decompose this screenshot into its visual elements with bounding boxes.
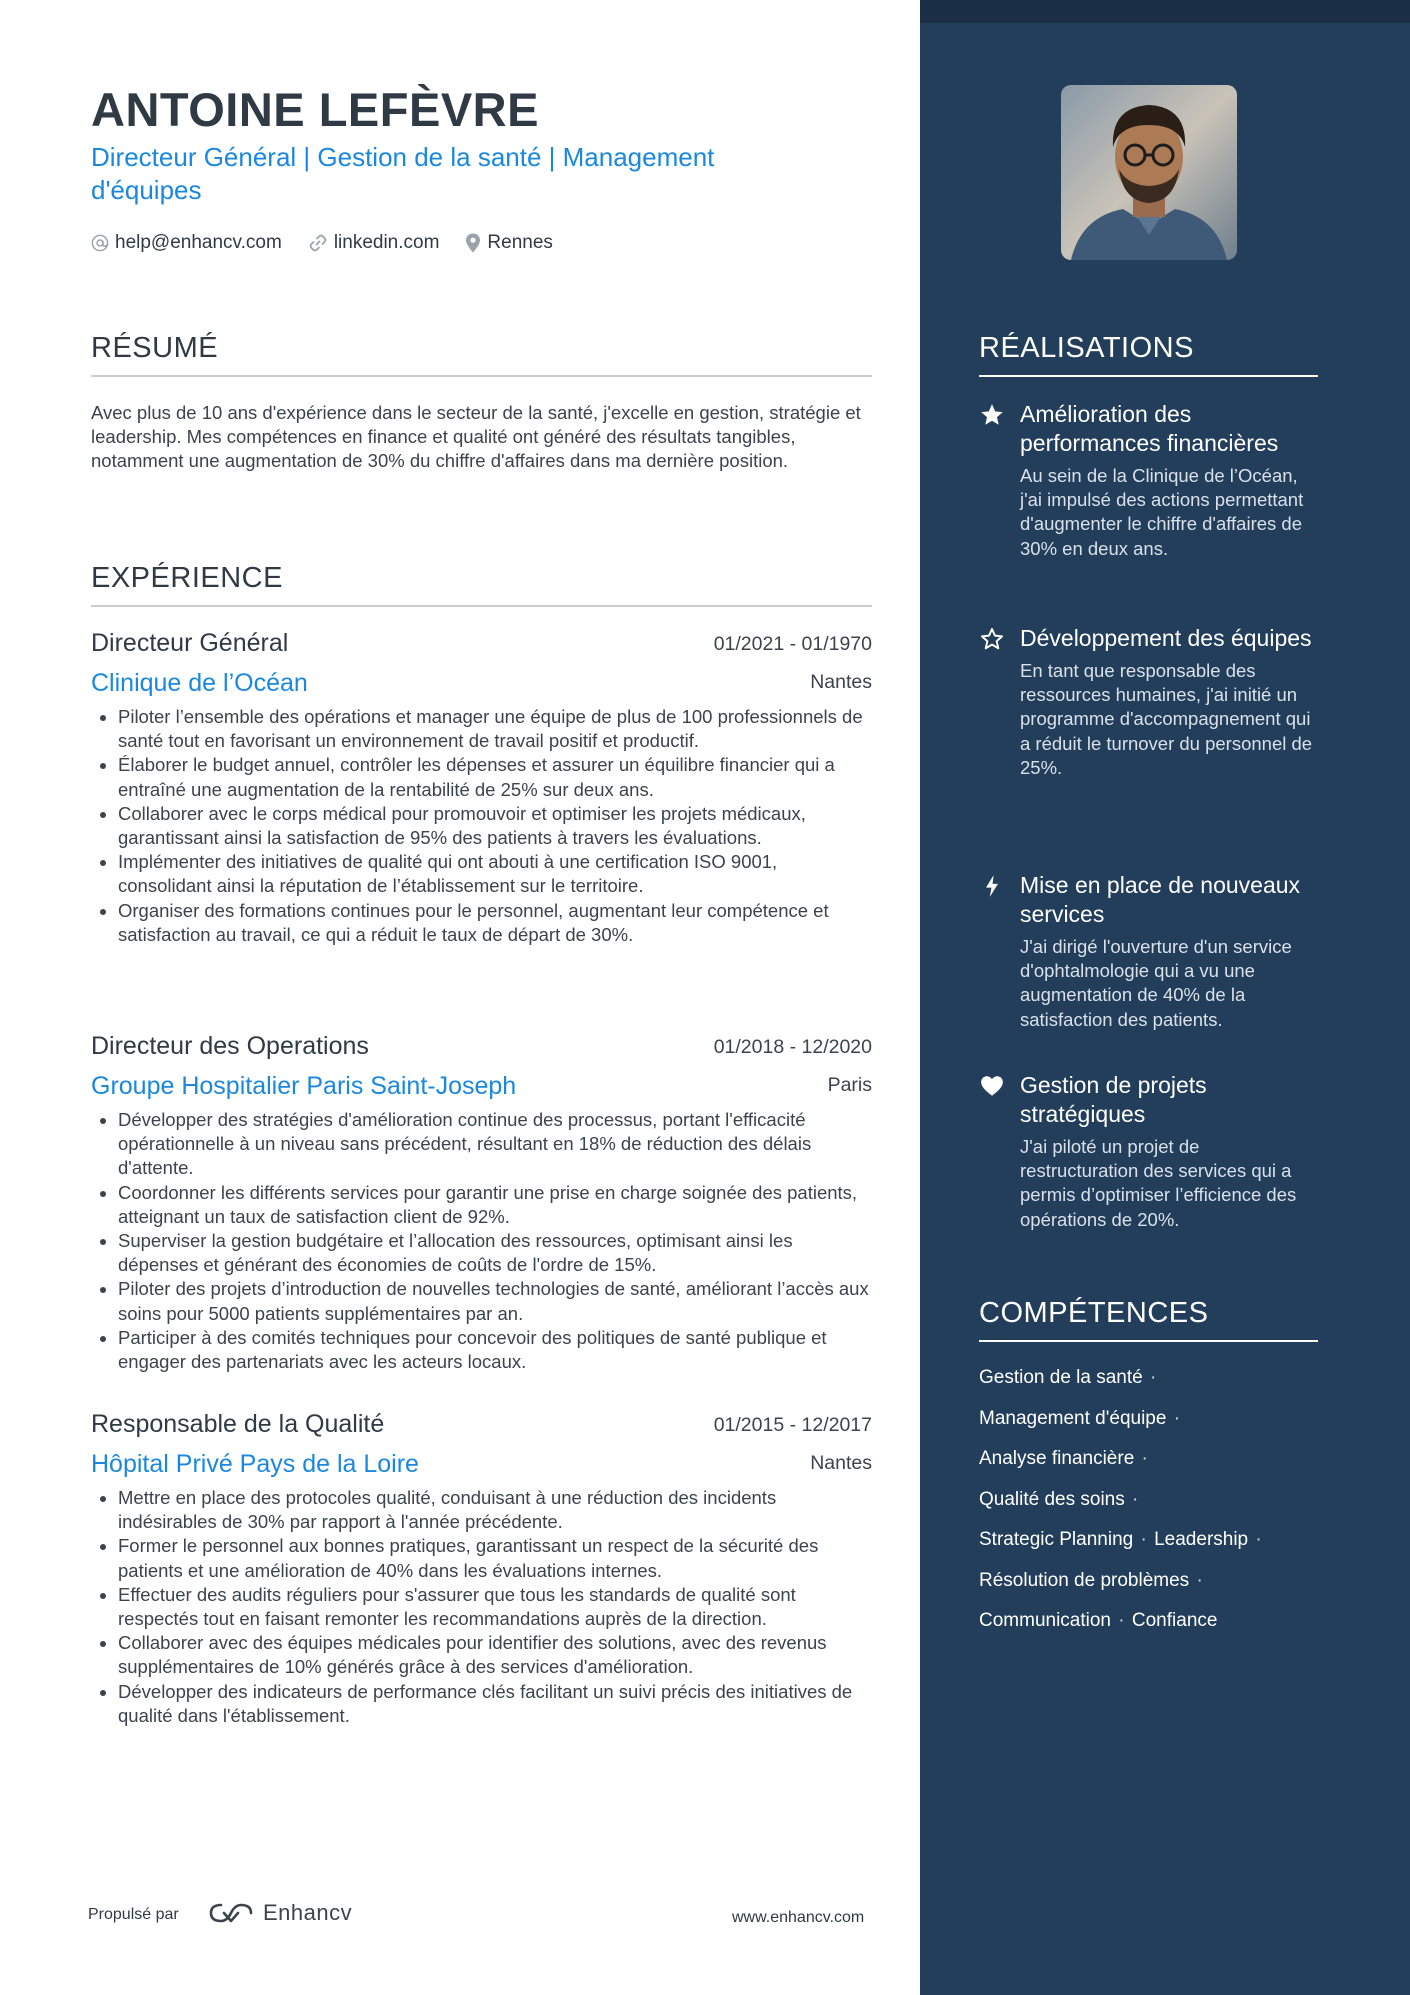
job-company: Hôpital Privé Pays de la Loire — [91, 1450, 419, 1478]
skill-row: Résolution de problèmes · — [979, 1569, 1203, 1591]
achievement-description: En tant que responsable des ressources humaines, j'ai initié un programme d'accompagnement qui a réduit le turnover du personnel de 25%. — [1020, 660, 1313, 778]
job-bullet: • Piloter des projets d’introduction de nouvelles technologies de santé, améliorant l’accès aux soins pour 5000 patients supplémentaires par an. — [118, 1277, 872, 1325]
skill-row: Strategic Planning · Leadership · — [979, 1529, 1262, 1550]
summary-text: Avec plus de 10 ans d'expérience dans le secteur de la santé, j'excelle en gestion, stratégie et leadership. Mes compétences en finance et qualité ont généré des résultats tangibles, notamment une augmentation de 30% du chiffre d'affaires dans ma dernière position. — [91, 402, 861, 472]
email-text: help@enhancv.com — [115, 232, 282, 253]
experience-section-title: EXPÉRIENCE — [91, 562, 872, 607]
achievement-description: Au sein de la Clinique de l’Océan, j'ai impulsé des actions permettant d'augmenter le chiffre d'affaires de 30% en deux ans. — [1020, 465, 1304, 559]
job-bullet: • Implémenter des initiatives de qualité qui ont abouti à une certification ISO 9001, consolidant ainsi la réputation de l’établissement sur le territoire. — [118, 850, 872, 898]
enhancv-logo-icon — [207, 1900, 255, 1926]
star-filled-icon — [979, 402, 1005, 428]
job-entry — [91, 1410, 872, 1728]
achievement-item — [979, 1071, 1329, 1232]
job-location: Nantes — [810, 1452, 872, 1474]
job-bullet: • Mettre en place des protocoles qualité, conduisant à une réduction des incidents indésirables de 30% par rapport à l'année précédente. — [118, 1486, 872, 1534]
job-bullet: • Développer des stratégies d'amélioration continue des processus, portant l'efficacité opérationnelle à un niveau sans précédent, résultant en 18% de réduction des délais d'attente. — [118, 1108, 872, 1181]
linkedin-text: linkedin.com — [333, 232, 440, 253]
skill-row: Qualité des soins · — [979, 1488, 1139, 1510]
location-pin-icon — [465, 233, 481, 253]
skill-tag: Gestion de la santé — [979, 1367, 1143, 1388]
skill-row: Gestion de la santé · — [979, 1367, 1157, 1388]
at-icon — [91, 234, 109, 252]
job-bullet: • Participer à des comités techniques pour concevoir des politiques de santé publique et engager des partenariats avec les acteurs locaux. — [118, 1326, 872, 1374]
skill-tag: Confiance — [1131, 1610, 1218, 1631]
job-entry — [91, 629, 872, 947]
achievement-item — [979, 400, 1329, 561]
achievement-title: Mise en place de nouveaux services — [1020, 872, 1301, 927]
job-bullet: • Piloter l’ensemble des opérations et manager une équipe de plus de 100 professionnels de santé tout en favorisant un environnement de travail positif et productif. — [118, 705, 872, 753]
footer-url[interactable]: www.enhancv.com — [732, 1909, 865, 1926]
skills-list — [979, 1364, 1319, 1648]
skill-tag: Résolution de problèmes — [979, 1569, 1190, 1591]
contact-email[interactable] — [91, 232, 282, 254]
location-text: Rennes — [487, 232, 553, 253]
achievement-title: Gestion de projets stratégiques — [1020, 1072, 1207, 1127]
job-entry — [91, 1032, 872, 1374]
summary-section-title: RÉSUMÉ — [91, 332, 872, 377]
job-company: Groupe Hospitalier Paris Saint-Joseph — [91, 1072, 517, 1100]
skills-section-title: COMPÉTENCES — [979, 1297, 1318, 1342]
achievement-item — [979, 871, 1329, 1032]
achievement-description: J'ai piloté un projet de restructuration des services qui a permis d’optimiser l’efficience des opérations de 20%. — [1020, 1136, 1297, 1230]
job-bullet: • Former le personnel aux bonnes pratiques, garantissant un respect de la sécurité des patients et une amélioration de 40% dans les évaluations internes. — [118, 1534, 872, 1582]
job-bullet: • Collaborer avec des équipes médicales pour identifier des solutions, avec des revenus supplémentaires de 10% générés grâce à des services d'amélioration. — [118, 1631, 872, 1679]
achievements-section-title: RÉALISATIONS — [979, 332, 1318, 377]
skill-tag: Analyse financière — [979, 1448, 1135, 1469]
job-bullet: • Organiser des formations continues pour le personnel, augmentant leur compétence et satisfaction au travail, ce qui a réduit le taux de départ de 30%. — [118, 899, 872, 947]
headline: Directeur Général | Gestion de la santé | Management d'équipes — [91, 142, 715, 205]
star-outline-icon — [979, 626, 1005, 652]
sidebar-top-bar — [920, 0, 1410, 23]
job-title: Directeur Général — [91, 629, 289, 657]
heart-icon — [979, 1073, 1005, 1099]
job-location: Nantes — [810, 671, 872, 693]
skill-row: Management d'équipe · — [979, 1407, 1181, 1429]
job-title: Responsable de la Qualité — [91, 1410, 385, 1438]
skill-row: Analyse financière · — [979, 1448, 1148, 1469]
job-bullet: • Développer des indicateurs de performance clés facilitant un suivi précis des initiatives de qualité dans l'établissement. — [118, 1680, 872, 1728]
job-bullet: • Superviser la gestion budgétaire et l’allocation des ressources, optimisant ainsi les dépenses et générant des économies de coûts de l'ordre de 15%. — [118, 1229, 872, 1277]
lightning-icon — [979, 873, 1005, 899]
job-bullets — [91, 1486, 872, 1728]
job-company: Clinique de l’Océan — [91, 669, 308, 697]
job-title: Directeur des Operations — [91, 1032, 369, 1060]
sidebar — [920, 0, 1410, 1995]
enhancv-logo[interactable] — [207, 1900, 352, 1926]
skill-tag: Strategic Planning — [979, 1529, 1134, 1550]
contact-linkedin[interactable] — [308, 232, 440, 254]
profile-photo — [1061, 85, 1237, 260]
avatar — [1061, 85, 1237, 260]
job-bullets — [91, 705, 872, 947]
achievement-item — [979, 624, 1329, 780]
job-bullet: • Coordonner les différents services pour garantir une prise en charge soignée des patients, atteignant un taux de satisfaction client de 92%. — [118, 1181, 872, 1229]
powered-by-label: Propulsé par — [88, 1906, 179, 1923]
job-location: Paris — [827, 1074, 872, 1096]
link-icon — [308, 233, 328, 253]
job-bullet: • Collaborer avec le corps médical pour promouvoir et optimiser les projets médicaux, garantissant ainsi la satisfaction de 95% des patients à travers les évaluations. — [118, 802, 872, 850]
achievement-description: J'ai dirigé l'ouverture d'un service d'ophtalmologie qui a vu une augmentation de 40% de la satisfaction des patients. — [1020, 936, 1292, 1030]
skill-tag: Qualité des soins — [979, 1488, 1125, 1510]
contact-bar — [91, 229, 579, 257]
achievement-title: Amélioration des performances financières — [1020, 401, 1279, 456]
enhancv-brand-text: Enhancv — [263, 1900, 353, 1925]
candidate-name: ANTOINE LEFÈVRE — [91, 83, 539, 136]
job-bullet: • Effectuer des audits réguliers pour s'assurer que tous les standards de qualité sont respectés tout en faisant remonter les recommandations auprès de la direction. — [118, 1583, 872, 1631]
job-dates: 01/2015 - 12/2017 — [713, 1414, 872, 1436]
skill-tag: Communication — [979, 1610, 1111, 1631]
skill-tag: Management d'équipe — [979, 1407, 1167, 1429]
skill-row: Communication · Confiance — [979, 1610, 1218, 1631]
skill-tag: Leadership — [1154, 1529, 1249, 1550]
contact-location — [465, 232, 553, 254]
job-bullets — [91, 1108, 872, 1374]
job-dates: 01/2021 - 01/1970 — [713, 633, 872, 655]
job-bullet: • Élaborer le budget annuel, contrôler les dépenses et assurer un équilibre financier qui a entraîné une augmentation de la rentabilité de 25% sur deux ans. — [118, 753, 872, 801]
job-dates: 01/2018 - 12/2020 — [713, 1036, 872, 1058]
achievement-title: Développement des équipes — [1020, 625, 1312, 651]
